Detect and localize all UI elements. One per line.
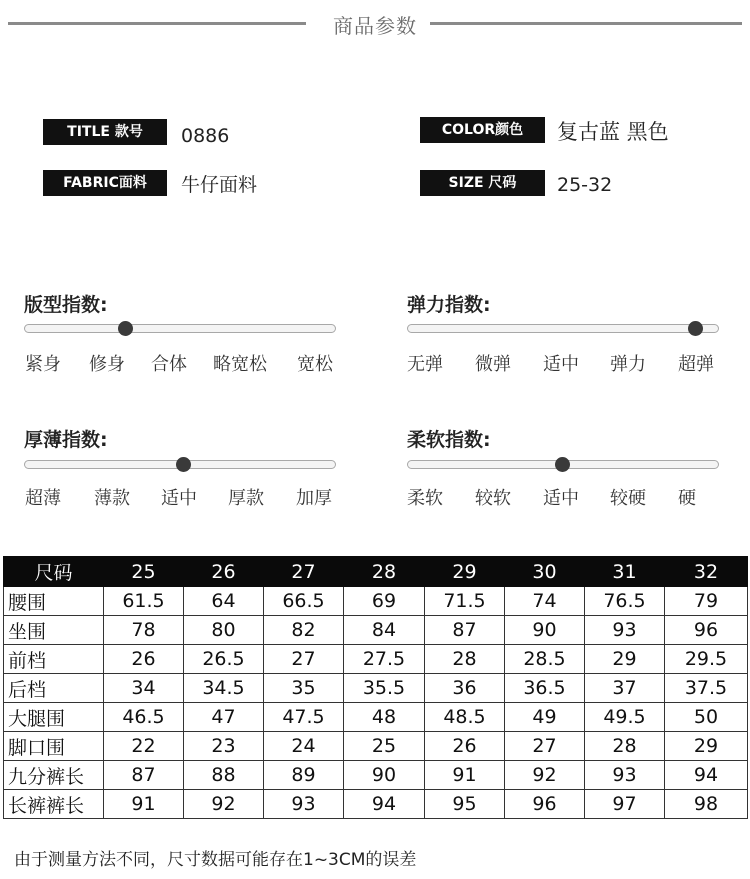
table-cell: 93: [264, 790, 344, 819]
table-cell: 64: [184, 587, 264, 616]
table-cell: 46.5: [104, 703, 184, 732]
index-option-label: 加厚: [296, 488, 332, 509]
color-tag: COLOR颜色: [420, 117, 545, 143]
table-cell: 78: [104, 616, 184, 645]
index-option-label: 薄款: [94, 488, 130, 509]
size-table-header: [4, 557, 748, 587]
size-header-cell: 26: [184, 557, 264, 587]
table-row: [4, 703, 748, 732]
table-cell: 90: [505, 616, 585, 645]
row-label: 后档: [4, 674, 104, 703]
size-value: 25-32: [557, 174, 613, 196]
size-header-cell: 29: [425, 557, 505, 587]
index-option-label: 宽松: [297, 354, 333, 375]
table-cell: 66.5: [264, 587, 344, 616]
table-cell: 47.5: [264, 703, 344, 732]
table-cell: 97: [585, 790, 665, 819]
table-cell: 47: [184, 703, 264, 732]
table-cell: 34: [104, 674, 184, 703]
index-slider-knob: [176, 457, 191, 472]
title-value: 0886: [181, 125, 230, 147]
table-cell: 27.5: [344, 645, 425, 674]
table-cell: 76.5: [585, 587, 665, 616]
table-cell: 26.5: [184, 645, 264, 674]
table-cell: 22: [104, 732, 184, 761]
table-cell: 74: [505, 587, 585, 616]
table-cell: 27: [505, 732, 585, 761]
index-option-label: 略宽松: [213, 354, 267, 375]
row-label: 长裤裤长: [4, 790, 104, 819]
index-title: 厚薄指数:: [24, 429, 108, 451]
table-cell: 87: [425, 616, 505, 645]
table-cell: 28: [425, 645, 505, 674]
index-option-label: 微弹: [475, 354, 511, 375]
index-option-label: 适中: [161, 488, 197, 509]
table-cell: 24: [264, 732, 344, 761]
index-option-label: 柔软: [407, 488, 443, 509]
table-cell: 27: [264, 645, 344, 674]
index-slider-track: [407, 324, 719, 333]
table-cell: 36.5: [505, 674, 585, 703]
size-tag: SIZE 尺码: [420, 170, 545, 196]
index-slider-knob: [555, 457, 570, 472]
table-cell: 96: [665, 616, 748, 645]
index-option-label: 适中: [543, 488, 579, 509]
table-row: [4, 761, 748, 790]
color-value: 复古蓝 黑色: [557, 120, 669, 144]
table-cell: 35.5: [344, 674, 425, 703]
table-cell: 29: [665, 732, 748, 761]
table-row: [4, 587, 748, 616]
size-header-cell: 32: [665, 557, 748, 587]
table-cell: 93: [585, 616, 665, 645]
table-cell: 36: [425, 674, 505, 703]
index-title: 柔软指数:: [407, 429, 491, 451]
table-cell: 87: [104, 761, 184, 790]
table-cell: 80: [184, 616, 264, 645]
table-cell: 29.5: [665, 645, 748, 674]
index-slider-track: [24, 324, 336, 333]
table-cell: 26: [104, 645, 184, 674]
table-cell: 91: [425, 761, 505, 790]
index-option-label: 较软: [475, 488, 511, 509]
table-cell: 82: [264, 616, 344, 645]
index-option-label: 适中: [543, 354, 579, 375]
index-option-label: 合体: [151, 354, 187, 375]
table-cell: 25: [344, 732, 425, 761]
table-cell: 95: [425, 790, 505, 819]
table-cell: 49.5: [585, 703, 665, 732]
row-label: 大腿围: [4, 703, 104, 732]
table-row: [4, 732, 748, 761]
size-header-cell: 25: [104, 557, 184, 587]
table-cell: 35: [264, 674, 344, 703]
index-title: 版型指数:: [24, 294, 108, 316]
size-table: [3, 556, 748, 819]
size-header-label: 尺码: [4, 557, 104, 587]
index-option-label: 超弹: [678, 354, 714, 375]
index-option-label: 超薄: [25, 488, 61, 509]
table-cell: 48.5: [425, 703, 505, 732]
table-cell: 91: [104, 790, 184, 819]
table-cell: 79: [665, 587, 748, 616]
table-cell: 98: [665, 790, 748, 819]
table-cell: 93: [585, 761, 665, 790]
table-cell: 89: [264, 761, 344, 790]
page-title: 商品参数: [333, 14, 417, 38]
table-cell: 48: [344, 703, 425, 732]
fabric-value: 牛仔面料: [181, 174, 258, 196]
table-cell: 84: [344, 616, 425, 645]
table-cell: 94: [665, 761, 748, 790]
table-cell: 69: [344, 587, 425, 616]
title-tag: TITLE 款号: [43, 119, 167, 145]
table-row: [4, 616, 748, 645]
measurement-note: 由于测量方法不同，尺寸数据可能存在1~3CM的误差: [14, 850, 417, 870]
table-cell: 71.5: [425, 587, 505, 616]
index-option-label: 较硬: [610, 488, 646, 509]
index-title: 弹力指数:: [407, 294, 491, 316]
index-option-label: 修身: [89, 354, 125, 375]
table-cell: 90: [344, 761, 425, 790]
table-cell: 37.5: [665, 674, 748, 703]
index-slider-knob: [688, 321, 703, 336]
index-option-label: 厚款: [228, 488, 264, 509]
size-header-cell: 31: [585, 557, 665, 587]
index-option-label: 弹力: [610, 354, 646, 375]
index-option-label: 硬: [678, 488, 696, 509]
table-cell: 94: [344, 790, 425, 819]
header-divider-right: [430, 22, 742, 25]
row-label: 九分裤长: [4, 761, 104, 790]
index-slider-knob: [118, 321, 133, 336]
table-cell: 28: [585, 732, 665, 761]
table-row: [4, 674, 748, 703]
index-option-label: 紧身: [25, 354, 61, 375]
table-cell: 96: [505, 790, 585, 819]
row-label: 坐围: [4, 616, 104, 645]
table-cell: 92: [505, 761, 585, 790]
table-cell: 23: [184, 732, 264, 761]
table-cell: 61.5: [104, 587, 184, 616]
index-option-label: 无弹: [407, 354, 443, 375]
table-cell: 92: [184, 790, 264, 819]
table-cell: 50: [665, 703, 748, 732]
table-cell: 49: [505, 703, 585, 732]
table-cell: 29: [585, 645, 665, 674]
size-header-cell: 28: [344, 557, 425, 587]
table-cell: 34.5: [184, 674, 264, 703]
table-cell: 28.5: [505, 645, 585, 674]
table-row: [4, 645, 748, 674]
row-label: 前档: [4, 645, 104, 674]
table-cell: 26: [425, 732, 505, 761]
size-header-cell: 30: [505, 557, 585, 587]
row-label: 腰围: [4, 587, 104, 616]
table-row: [4, 790, 748, 819]
table-cell: 37: [585, 674, 665, 703]
size-header-cell: 27: [264, 557, 344, 587]
row-label: 脚口围: [4, 732, 104, 761]
table-cell: 88: [184, 761, 264, 790]
fabric-tag: FABRIC面料: [43, 170, 167, 196]
